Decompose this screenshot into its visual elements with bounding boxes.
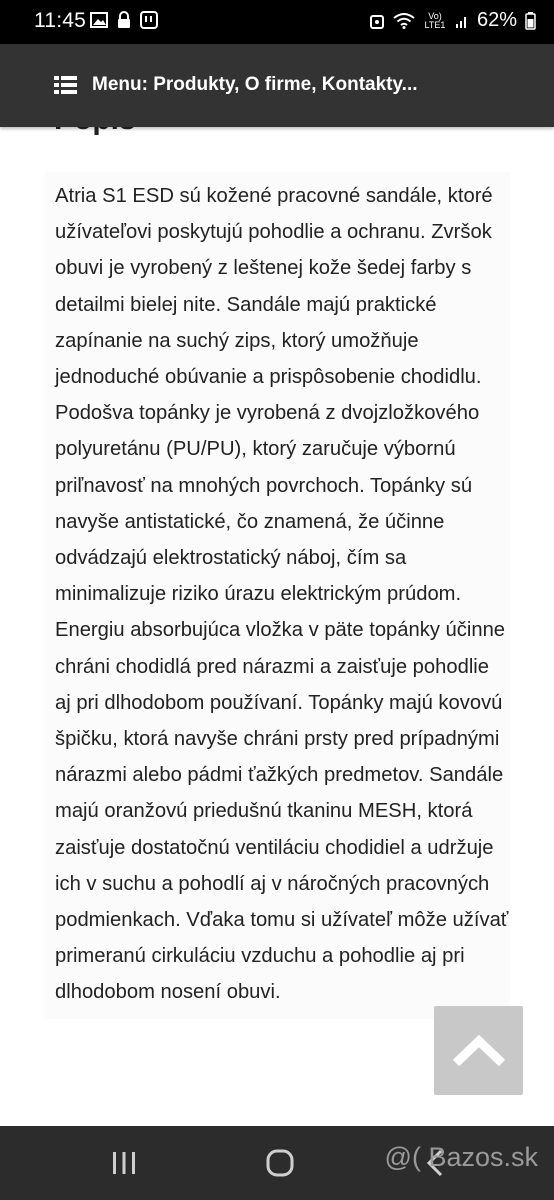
wifi-icon: [393, 13, 415, 29]
notification-icons: [90, 11, 158, 29]
navigation-bar: [0, 1126, 554, 1200]
app-notification-icon: [140, 11, 158, 29]
lte-label: Vo) LTE1: [424, 10, 446, 30]
status-bar: [0, 0, 554, 44]
bazos-watermark: @( Bazos.sk: [384, 1142, 538, 1172]
battery-percent: 62%: [476, 9, 517, 31]
recent-apps-icon[interactable]: [111, 1150, 137, 1176]
list-icon[interactable]: [54, 75, 77, 95]
battery-icon: [525, 12, 536, 30]
status-time: 11:45: [34, 9, 86, 32]
product-description-box: [45, 172, 510, 1019]
signal-icon: [455, 13, 469, 29]
menu-toggle-link[interactable]: Menu: Produkty, O firme, Kontakty...: [92, 74, 418, 95]
chevron-up-icon: [451, 1034, 507, 1068]
status-right-icons: [369, 9, 536, 32]
lock-icon: [117, 11, 131, 29]
home-icon[interactable]: [265, 1148, 295, 1178]
gallery-icon: [90, 12, 108, 28]
alarm-icon: [369, 12, 385, 30]
product-description: Atria S1 ESD sú kožené pracovné sandále, ktoré užívateľovi poskytujú pohodlie a ochranu. Zvršok obuvi je vyrobený z leštenej kože šedej farby s detailmi bielej nite. Sandále majú praktické zapínanie na suchý zips, ktorý umožňuje jednoduché obúvanie a prispôsobenie chodidlu. Podošva topánky je vyrobená z dvojzložkového polyuretánu (PU/PU), ktorý zaručuje výbornú priľnavosť na mnohých povrchoch. Topánky sú navyše antistatické, čo znamená, že účinne odvádzajú elektrostatický náboj, čím sa minimalizuje riziko úrazu elektrickým prúdom. Energiu absorbujúca vložka v päte topánky účinne chráni chodidlá pred nárazmi a zaisťuje pohodlie aj pri dlhodobom používaní. Topánky majú kovovú špičku, ktorá navyše chráni prsty pred prípadnými nárazmi alebo pádmi ťažkých predmetov. Sandále majú oranžovú priedušnú tkaninu MESH, ktorá zaisťuje dostatočnú ventiláciu chodidiel a udržuje ich v suchu a pohodlí aj v náročných pracovných podmienkach. Vďaka tomu si užívateľ môže užívať primeranú cirkuláciu vzduchu a pohodlie aj pri dlhodobom nosení obuvi.: [55, 185, 509, 1004]
site-header: [0, 44, 554, 127]
back-to-top-button[interactable]: [434, 1006, 523, 1095]
